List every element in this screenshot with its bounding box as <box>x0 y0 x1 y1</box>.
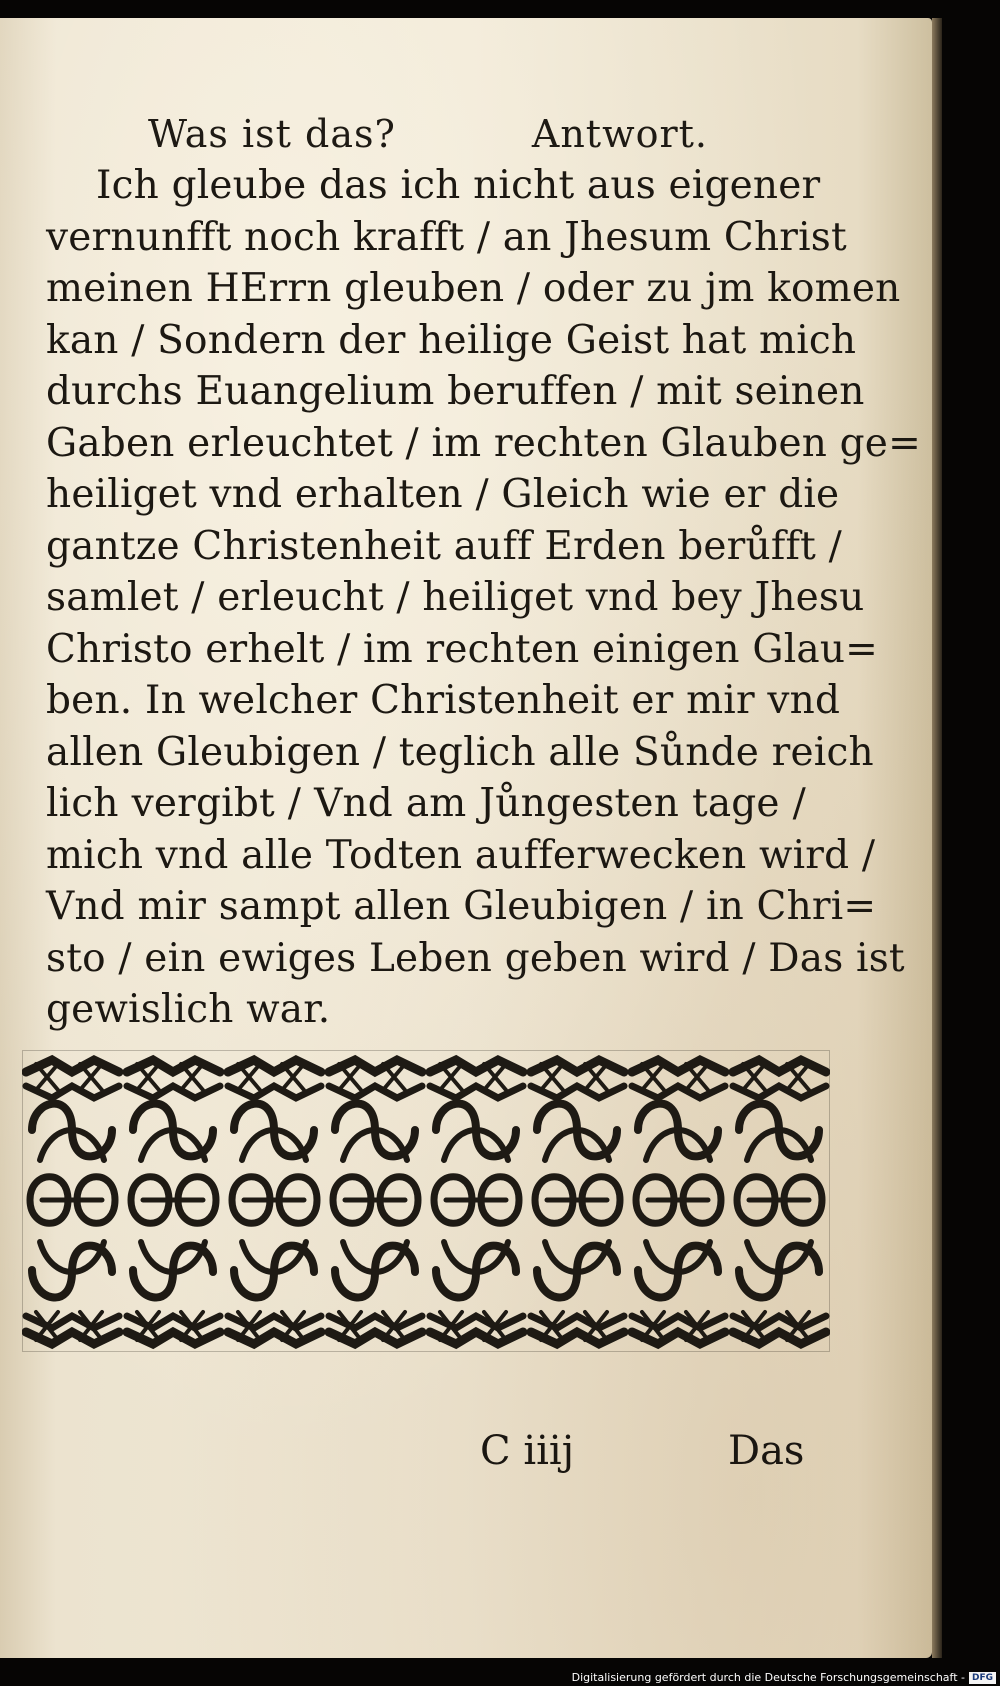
page-edge <box>932 18 942 1658</box>
text-line: gewislich war. <box>46 987 331 1032</box>
section-heading <box>148 112 708 156</box>
text-line: heiliget vnd erhalten / Gleich wie er die <box>46 472 840 517</box>
body-paragraph <box>46 160 921 1036</box>
text-line: ben. In welcher Christenheit er mir vnd <box>46 678 841 723</box>
text-line: allen Gleubigen / teglich alle Sůnde reich <box>46 729 874 775</box>
text-line: gantze Christenheit auff Erden berůfft / <box>46 523 842 569</box>
heading-answer: Antwort. <box>531 112 708 156</box>
signature-mark: C iiij <box>480 1428 575 1474</box>
text-line: Gaben erleuchtet / im rechten Glauben ge= <box>46 420 921 466</box>
woodcut-ornament-band <box>22 1050 830 1352</box>
text-line: Christo erhelt / im rechten einigen Glau= <box>46 626 879 672</box>
text-line: vernunfft noch krafft / an Jhesum Christ <box>46 214 847 260</box>
heading-question: Was ist das? <box>148 112 396 156</box>
text-line: samlet / erleucht / heiliget vnd bey Jhesu <box>46 575 865 620</box>
text-line: lich vergibt / Vnd am Jůngesten tage / <box>46 781 806 826</box>
digitization-credit <box>572 1671 996 1684</box>
dfg-logo: DFG <box>969 1672 996 1684</box>
catchword: Das <box>728 1428 805 1474</box>
text-line: kan / Sondern der heilige Geist hat mich <box>46 317 857 363</box>
text-line: durchs Euangelium beruffen / mit seinen <box>46 369 865 414</box>
credit-text: Digitalisierung gefördert durch die Deutsche Forschungsgemeinschaft - <box>571 1671 965 1684</box>
text-line: meinen HErrn gleuben / oder zu jm komen <box>46 266 901 311</box>
text-line: Ich gleube das ich nicht aus eigener <box>96 163 821 208</box>
text-line: Vnd mir sampt allen Gleubigen / in Chri= <box>46 884 877 929</box>
text-line: mich vnd alle Todten aufferwecken wird / <box>46 832 876 878</box>
text-line: sto / ein ewiges Leben geben wird / Das ist <box>46 935 905 981</box>
